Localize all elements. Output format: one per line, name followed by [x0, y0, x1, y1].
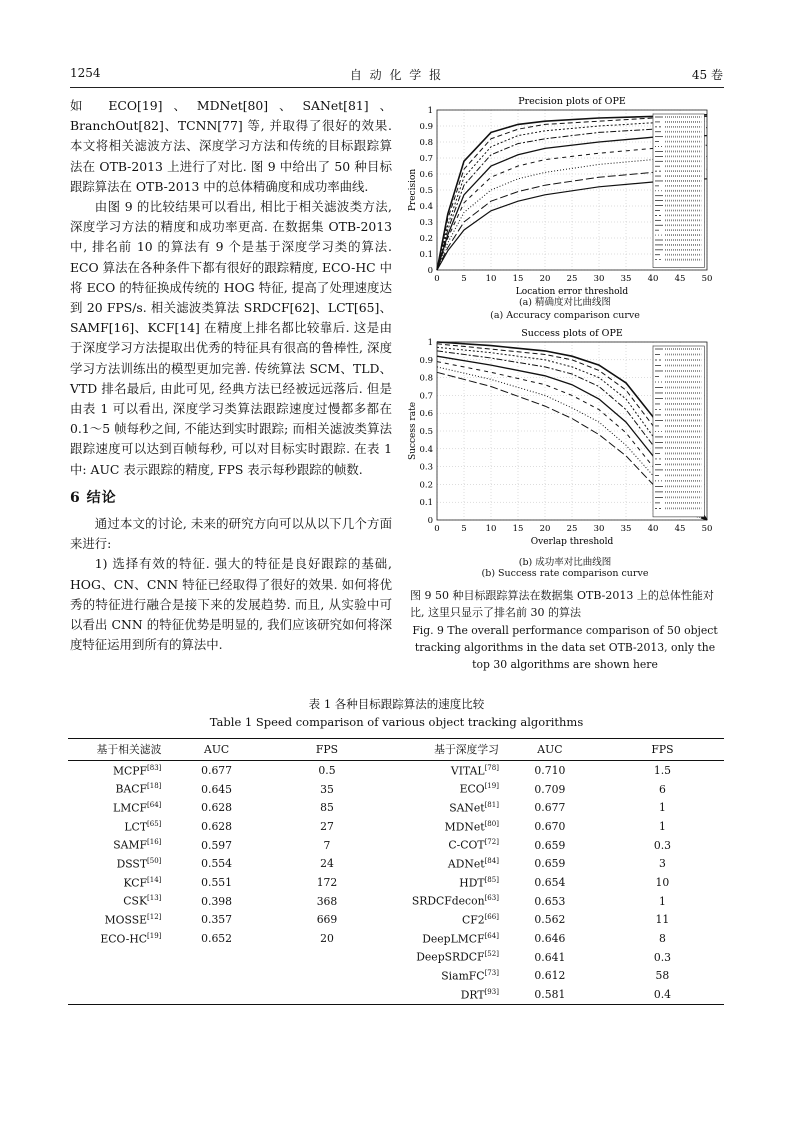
x-tick-label: 35 [620, 524, 632, 534]
cf-auc-cell: 0.551 [201, 875, 233, 889]
table-row [68, 985, 724, 1004]
cf-algorithm-cell: ECO-HC[19] [100, 931, 162, 946]
cf-auc-cell: 0.645 [201, 782, 233, 796]
dl-auc-cell: 0.677 [534, 801, 566, 815]
y-tick-label: 0.5 [419, 427, 433, 437]
dl-auc-cell: 0.670 [534, 819, 566, 833]
section-title: 6 结论 [70, 489, 117, 506]
dl-algorithm-cell: SRDCFdecon[63] [411, 894, 499, 908]
x-tick-label: 5 [461, 524, 467, 534]
volume-label: 45 卷 [691, 68, 723, 82]
cf-algorithm-cell [68, 967, 161, 986]
dl-algorithm-cell: DeepLMCF[64] [422, 931, 499, 946]
y-tick-label: 0.3 [419, 218, 433, 228]
y-tick-label: 0.6 [419, 409, 433, 420]
subcaption-b-cn: (b) 成功率对比曲线图 [518, 557, 612, 568]
cf-algorithm-cell: BACF[18] [115, 782, 162, 796]
y-axis-label: Success rate [408, 401, 418, 461]
y-tick-label: 1 [427, 338, 433, 348]
paragraph-intro: 如 ECO[19]、MDNet[80]、SANet[81]、BranchOut[82]、TCNN[77] 等, 并取得了很好的效果. 本文将相关滤波方法、深度学习方法和传统的目标跟踪算法在 OTB-2013 上进行了对比. 图 9 中给出了 50 种目标跟踪算法在 OTB-2013 中的总体精确度和成功率曲线. [70, 98, 392, 194]
dl-fps-cell: 58 [655, 969, 670, 983]
y-tick-label: 0.7 [419, 391, 433, 402]
cf-auc-cell: 0.398 [201, 894, 233, 908]
page-number: 1254 [70, 66, 101, 80]
cf-algorithm-cell: SAMF[16] [113, 838, 162, 852]
dl-fps-cell: 3 [658, 857, 666, 871]
dl-algorithm-cell: DeepSRDCF[52] [416, 950, 499, 965]
x-axis-label: Overlap threshold [530, 537, 614, 547]
header-auc-cf: AUC [161, 739, 271, 761]
subcaption-a-en: (a) Accuracy comparison curve [490, 310, 640, 321]
success-plot [405, 328, 725, 553]
dl-algorithm-cell: DRT[93] [382, 985, 499, 1004]
cf-fps-cell: 35 [320, 782, 334, 796]
table-row [68, 967, 724, 986]
cf-fps-cell: 85 [320, 801, 334, 815]
y-tick-label: 0.1 [419, 498, 433, 509]
dl-algorithm-cell: ADNet[84] [447, 856, 499, 871]
cf-algorithm-cell: LCT[65] [124, 819, 162, 834]
dl-fps-cell: 1.5 [653, 763, 671, 777]
y-tick-label: 0 [427, 266, 433, 276]
x-tick-label: 50 [701, 524, 713, 534]
dl-fps-cell: 11 [655, 913, 670, 927]
header-cf: 基于相关滤波 [68, 739, 161, 761]
chart-title: Success plots of OPE [521, 328, 623, 339]
table-row [68, 892, 724, 911]
legend-box [653, 346, 704, 517]
dl-algorithm-cell: HDT[85] [459, 875, 499, 890]
y-tick-label: 0.8 [419, 138, 433, 148]
cf-fps-cell [272, 985, 382, 1004]
dl-fps-cell: 0.3 [653, 950, 671, 964]
x-tick-label: 5 [461, 274, 467, 284]
dl-fps-cell: 1 [658, 819, 666, 833]
cf-algorithm-cell [68, 985, 161, 1004]
dl-fps-cell: 8 [658, 932, 666, 946]
x-tick-label: 40 [647, 524, 659, 534]
cf-fps-cell: 172 [316, 875, 338, 889]
x-tick-label: 15 [512, 274, 524, 284]
cf-fps-cell: 24 [320, 857, 334, 871]
cf-fps-cell: 7 [323, 838, 331, 852]
x-tick-label: 10 [485, 524, 497, 534]
cf-fps-cell: 27 [320, 819, 334, 833]
y-axis-label: Precision [408, 168, 418, 212]
cf-algorithm-cell [68, 948, 161, 967]
y-tick-label: 0.4 [419, 444, 433, 455]
left-text-column [70, 96, 392, 655]
cf-auc-cell: 0.597 [201, 838, 233, 852]
dl-auc-cell: 0.612 [534, 969, 566, 983]
x-tick-label: 25 [566, 274, 578, 284]
speed-table [68, 738, 724, 1005]
dl-fps-cell: 1 [658, 894, 666, 908]
cf-algorithm-cell: MCPF[83] [112, 763, 162, 778]
table-header-row [68, 739, 724, 761]
cf-algorithm-cell: MOSSE[12] [104, 913, 162, 927]
precision-plot [405, 96, 725, 296]
dl-algorithm-cell: C-COT[72] [448, 838, 499, 852]
dl-auc-cell: 0.659 [534, 857, 566, 871]
table-row [68, 854, 724, 873]
cf-algorithm-cell: CSK[13] [123, 894, 162, 908]
dl-algorithm-cell: MDNet[80] [444, 819, 499, 834]
dl-auc-cell: 0.581 [499, 985, 601, 1004]
y-tick-label: 0.8 [419, 373, 433, 384]
cf-auc-cell: 0.554 [201, 857, 233, 871]
dl-algorithm-cell: VITAL[78] [450, 763, 499, 778]
dl-auc-cell: 0.659 [534, 838, 566, 852]
x-tick-label: 45 [674, 274, 686, 284]
header-auc-dl: AUC [499, 739, 601, 761]
cf-fps-cell: 669 [316, 913, 338, 927]
paragraph-conclusion-intro: 通过本文的讨论, 未来的研究方向可以从以下几个方面来进行: [70, 516, 392, 552]
dl-fps-cell: 0.4 [601, 985, 724, 1004]
cf-algorithm-cell: DSST[50] [116, 856, 162, 871]
dl-fps-cell: 1 [658, 801, 666, 815]
y-tick-label: 0.2 [419, 234, 433, 244]
table-row [68, 929, 724, 948]
x-axis-label: Location error threshold [515, 287, 629, 296]
dl-auc-cell: 0.653 [534, 894, 566, 908]
y-tick-label: 0.2 [419, 480, 433, 491]
table-row [68, 948, 724, 967]
subcaption-b-en: (b) Success rate comparison curve [481, 568, 649, 579]
x-tick-label: 25 [566, 524, 578, 534]
cf-auc-cell [161, 948, 271, 967]
y-tick-label: 0.7 [419, 154, 433, 164]
dl-auc-cell: 0.562 [534, 913, 566, 927]
y-tick-label: 0 [427, 516, 433, 526]
cf-fps-cell [272, 948, 382, 967]
header-rule [70, 87, 724, 88]
cf-algorithm-cell: LMCF[64] [113, 800, 162, 815]
header-fps-cf: FPS [272, 739, 382, 761]
y-tick-label: 0.5 [419, 186, 433, 196]
subcaption-a-cn: (a) 精确度对比曲线图 [518, 297, 612, 308]
dl-auc-cell: 0.654 [534, 875, 566, 889]
y-tick-label: 0.4 [419, 202, 433, 212]
table-row [68, 911, 724, 930]
y-tick-label: 0.9 [419, 355, 433, 366]
x-tick-label: 35 [620, 274, 632, 284]
paragraph-feature-selection: 1) 选择有效的特征. 强大的特征是良好跟踪的基础, HOG、CN、CNN 特征已经取得了很好的效果. 如何将优秀的特征进行融合是接下来的发展趋势. 而且, 从实验中可以看出 CNN 的特征优势是明显的, 我们应该研究如何将深度特征运用到所有的算法中. [70, 556, 392, 653]
x-tick-label: 15 [512, 524, 524, 534]
table-caption-cn: 表 1 各种目标跟踪算法的速度比较 [308, 697, 485, 711]
dl-algorithm-cell: ECO[19] [459, 782, 499, 796]
dl-fps-cell: 10 [655, 875, 670, 889]
x-tick-label: 40 [647, 274, 659, 284]
x-tick-label: 45 [674, 524, 686, 534]
paragraph-analysis: 由图 9 的比较结果可以看出, 相比于相关滤波类方法, 深度学习方法的精度和成功率更高. 在数据集 OTB-2013 中, 排名前 10 的算法有 9 个是基于深度学习类的算法. ECO 算法在各种条件下都有很好的跟踪精度, ECO-HC 中将 ECO 的特征换成传统的 HOG 特征, 提高了处理速度达到 20 FPS/s. 相关滤波类算法 SRDCF[62]、LCT[65]、SAMF[16]、KCF[14] 在精度上排名都比较靠后. 这是由于深度学习方法提取出优秀的特征具有很高的鲁棒性, 深度学习方法训练出的模型更加完善. 传统算法 SCM、TLD、VTD 排名最后, 由此可见, 经典方法已经被远远落后. 但是由表 1 可以看出, 深度学习类算法跟踪速度过慢都多都在 0.1～5 帧每秒之间, 不能达到实时跟踪; 而相关滤波类算法跟踪速度可以达到百帧每秒, 可以对目标实时跟踪. 在表 1 中: AUC 表示跟踪的精度, FPS 表示每秒跟踪的帧数. [70, 199, 392, 477]
dl-fps-cell: 0.3 [653, 838, 671, 852]
x-tick-label: 20 [539, 524, 551, 534]
cf-auc-cell: 0.628 [201, 819, 233, 833]
figure-caption-en: Fig. 9 The overall performance comparison of 50 object tracking algorithms in the data set OTB-2013, only the top 30 algorithms are shown here [412, 624, 718, 671]
x-tick-label: 10 [485, 274, 497, 284]
dl-algorithm-cell: SiamFC[73] [441, 969, 499, 983]
x-tick-label: 0 [434, 274, 440, 284]
dl-auc-cell: 0.646 [534, 932, 566, 946]
table-row [68, 798, 724, 817]
table-row [68, 873, 724, 892]
table-row [68, 780, 724, 799]
table-row [68, 836, 724, 855]
cf-auc-cell [161, 985, 271, 1004]
y-tick-label: 1 [427, 106, 433, 116]
cf-auc-cell: 0.357 [201, 913, 233, 927]
y-tick-label: 0.1 [419, 250, 433, 260]
cf-auc-cell [161, 967, 271, 986]
journal-name: 自 动 化 学 报 [349, 68, 444, 82]
cf-fps-cell: 20 [320, 932, 334, 946]
cf-fps-cell: 368 [316, 894, 338, 908]
figure-caption-cn: 图 9 50 种目标跟踪算法在数据集 OTB-2013 上的总体性能对比, 这里只显示了排名前 30 的算法 [410, 589, 714, 619]
cf-fps-cell [272, 967, 382, 986]
dl-fps-cell: 6 [658, 782, 666, 796]
dl-auc-cell: 0.641 [534, 950, 566, 964]
dl-auc-cell: 0.709 [534, 782, 566, 796]
x-tick-label: 0 [434, 524, 440, 534]
x-tick-label: 50 [701, 274, 713, 284]
dl-algorithm-cell: SANet[81] [449, 800, 499, 815]
header-fps-dl: FPS [601, 739, 724, 761]
x-tick-label: 20 [539, 274, 551, 284]
x-tick-label: 30 [593, 274, 605, 284]
y-tick-label: 0.3 [419, 462, 433, 473]
legend-box [653, 114, 704, 268]
table-row [68, 761, 724, 780]
table-row [68, 817, 724, 836]
table-caption-en: Table 1 Speed comparison of various object tracking algorithms [209, 715, 584, 729]
y-tick-label: 0.6 [419, 170, 433, 180]
header-dl: 基于深度学习 [382, 739, 499, 761]
dl-auc-cell: 0.710 [534, 763, 566, 777]
cf-fps-cell: 0.5 [318, 763, 336, 777]
cf-auc-cell: 0.652 [201, 932, 233, 946]
cf-auc-cell: 0.628 [201, 801, 233, 815]
chart-title: Precision plots of OPE [518, 96, 626, 107]
dl-algorithm-cell: CF2[66] [461, 913, 499, 927]
x-tick-label: 30 [593, 524, 605, 534]
y-tick-label: 0.9 [419, 122, 433, 132]
cf-algorithm-cell: KCF[14] [123, 875, 162, 890]
cf-auc-cell: 0.677 [201, 763, 233, 777]
